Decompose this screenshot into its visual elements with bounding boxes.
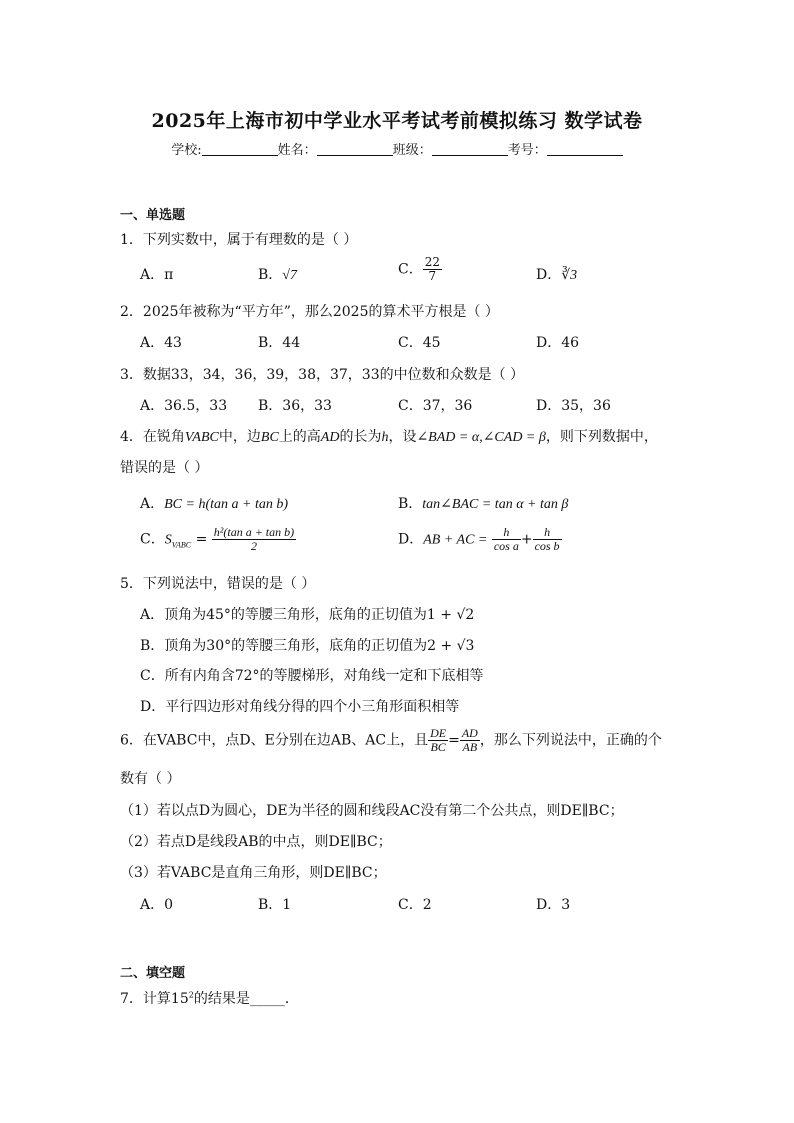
q6-text-2: ，那么下列说法中，正确的个 bbox=[479, 732, 662, 749]
q4-text-5: ，设 bbox=[388, 429, 417, 445]
question-2-stem: 2．2025年被称为“平方年”，那么2025的算术平方根是（ ） bbox=[120, 304, 499, 320]
q6-option-b: B．1 bbox=[258, 897, 292, 913]
q4-option-d-num-2: h bbox=[533, 526, 562, 540]
q3-option-a: A．36.5，33 bbox=[140, 398, 228, 414]
q6-option-d: D．3 bbox=[536, 897, 571, 913]
section-title-fill-blank: 二、填空题 bbox=[120, 966, 186, 981]
number-label: 考号： bbox=[507, 143, 547, 158]
q6-fraction-2-den: AB bbox=[462, 740, 478, 754]
q5-option-a: A．顶角为45°的等腰三角形，底角的正切值为1 + √2 bbox=[140, 607, 475, 623]
q6-fraction-1-den: BC bbox=[430, 740, 446, 754]
q4-angles: ∠BAD = α,∠CAD = β bbox=[416, 430, 546, 445]
q6-statement-3: （3）若VABC是直角三角形，则DE∥BC； bbox=[120, 865, 387, 881]
section-title-single-choice: 一、单选题 bbox=[120, 208, 186, 223]
school-label: 学校: bbox=[171, 143, 202, 158]
q1-option-b bbox=[258, 264, 297, 284]
q4-option-a-expr: BC = h(tan a + tan b) bbox=[164, 497, 289, 512]
q4-option-c-subscript: VABC bbox=[171, 540, 192, 550]
q6-option-a: A．0 bbox=[140, 897, 174, 913]
number-blank[interactable] bbox=[547, 141, 623, 156]
question-7-stem bbox=[120, 988, 299, 1008]
q6-option-c: C．2 bbox=[398, 897, 432, 913]
q1-option-b-label: B． bbox=[258, 267, 283, 283]
q6-fraction-1-num: DE bbox=[430, 726, 447, 740]
q6-fraction-ad-ab bbox=[460, 727, 480, 754]
q4-option-b-expr: tan∠BAC = tan α + tan β bbox=[422, 497, 569, 512]
q2-option-d: D．46 bbox=[536, 335, 580, 351]
q4-text-2: 中，边 bbox=[218, 429, 261, 445]
q7-exponent: 2 bbox=[188, 990, 194, 1000]
q3-option-d: D．35，36 bbox=[536, 398, 611, 414]
q1-option-c bbox=[398, 256, 442, 283]
q1-option-c-fraction bbox=[423, 256, 442, 283]
q4-text-6: ，则下列数据中， bbox=[545, 429, 658, 445]
q4-height-ad: AD bbox=[320, 430, 340, 445]
q5-option-c: C．所有内角含72°的等腰梯形，对角线一定和下底相等 bbox=[140, 668, 484, 684]
q6-equals: = bbox=[448, 732, 460, 749]
q4-option-c: C．$S_{VABC}$ = $\frac{\text{h²(tan a + tan b)}}{2}$ bbox=[140, 525, 295, 553]
q1-option-b-expr: √7 bbox=[282, 268, 297, 283]
q1-option-c-label: C． bbox=[398, 261, 423, 278]
q2-option-a: A．43 bbox=[140, 335, 182, 351]
q4-option-d-fraction-2 bbox=[533, 526, 562, 553]
q4-option-b-label: B． bbox=[398, 496, 423, 512]
q4-option-a-label: A． bbox=[140, 496, 165, 512]
question-6-stem bbox=[120, 727, 662, 754]
q6-fraction-de-bc bbox=[428, 727, 448, 754]
q4-option-d-num-1: h bbox=[492, 526, 521, 540]
q4-option-c-s: S bbox=[164, 532, 172, 548]
question-5-stem: 5．下列说法中，错误的是（ ） bbox=[120, 576, 316, 592]
q7-text-1: 7．计算15 bbox=[120, 991, 189, 1007]
class-label: 班级： bbox=[392, 143, 432, 158]
class-blank[interactable] bbox=[432, 141, 508, 156]
q2-option-b: B．44 bbox=[258, 335, 301, 351]
q3-option-b: B．36，33 bbox=[258, 398, 332, 414]
q4-option-d-den-2: cos b bbox=[534, 539, 560, 553]
q4-option-c-denominator: 2 bbox=[250, 539, 257, 553]
q4-triangle: VABC bbox=[184, 430, 219, 445]
q1-option-a: A．π bbox=[140, 267, 174, 283]
q4-option-c-numerator: h²(tan a + tan b) bbox=[213, 525, 295, 539]
q1-option-c-denominator: 7 bbox=[428, 269, 437, 283]
q4-text-4: 的长为 bbox=[339, 429, 382, 445]
q1-option-d-label: D． bbox=[536, 267, 562, 283]
q4-side-bc: BC bbox=[260, 430, 279, 445]
question-1-stem: 1．下列实数中，属于有理数的是（ ） bbox=[120, 232, 358, 248]
q4-option-d-den-1: cos a bbox=[493, 539, 519, 553]
name-blank[interactable] bbox=[317, 141, 393, 156]
q5-option-d: D．平行四边形对角线分得的四个小三角形面积相等 bbox=[140, 699, 460, 715]
q5-option-b: B．顶角为30°的等腰三角形，底角的正切值为2 + √3 bbox=[140, 638, 475, 654]
question-4-stem bbox=[120, 426, 658, 446]
q4-option-c-fraction bbox=[212, 526, 296, 553]
q1-option-c-numerator: 22 bbox=[424, 255, 440, 269]
q4-option-d-lhs: AB + AC = bbox=[423, 532, 488, 548]
q6-statement-2: （2）若点D是线段AB的中点，则DE∥BC； bbox=[120, 834, 392, 850]
q4-option-a bbox=[140, 493, 288, 513]
q6-statement-1: （1）若以点D为圆心，DE为半径的圆和线段AC没有第二个公共点，则DE∥BC； bbox=[120, 803, 624, 819]
q6-fraction-2-num: AD bbox=[461, 726, 478, 740]
q4-option-d: D．AB + AC = $\frac{h}{\text{cos a}}$ + $\frac{h}{\text{cos b}}$ bbox=[398, 525, 560, 553]
q4-option-c-label: C． bbox=[140, 531, 165, 548]
q1-option-d-expr: ∛3 bbox=[561, 268, 578, 283]
q4-option-d-fraction-1 bbox=[492, 526, 521, 553]
q3-option-c: C．37，36 bbox=[398, 398, 473, 414]
question-6-stem-line2: 数有（ ） bbox=[120, 771, 181, 787]
school-blank[interactable] bbox=[202, 141, 278, 156]
page-title: 2025年上海市初中学业水平考试考前模拟练习 数学试卷 bbox=[151, 110, 643, 132]
q4-h: h bbox=[381, 430, 389, 445]
q6-text-1: 6．在VABC中，点D、E分别在边AB、AC上，且 bbox=[120, 732, 429, 749]
student-info-line bbox=[0, 139, 794, 158]
q4-option-d-label: D． bbox=[398, 531, 424, 548]
q1-option-d bbox=[536, 264, 577, 284]
q4-text-1: 4．在锐角 bbox=[120, 429, 185, 445]
question-3-stem: 3．数据33，34，36，39，38，37，33的中位数和众数是（ ） bbox=[120, 367, 525, 383]
name-label: 姓名： bbox=[277, 143, 317, 158]
question-4-stem-line2: 错误的是（ ） bbox=[120, 460, 209, 476]
q2-option-c: C．45 bbox=[398, 335, 441, 351]
q4-text-3: 上的高 bbox=[278, 429, 321, 445]
q4-option-b bbox=[398, 493, 568, 513]
q7-text-2: 的结果是_____． bbox=[193, 991, 299, 1007]
